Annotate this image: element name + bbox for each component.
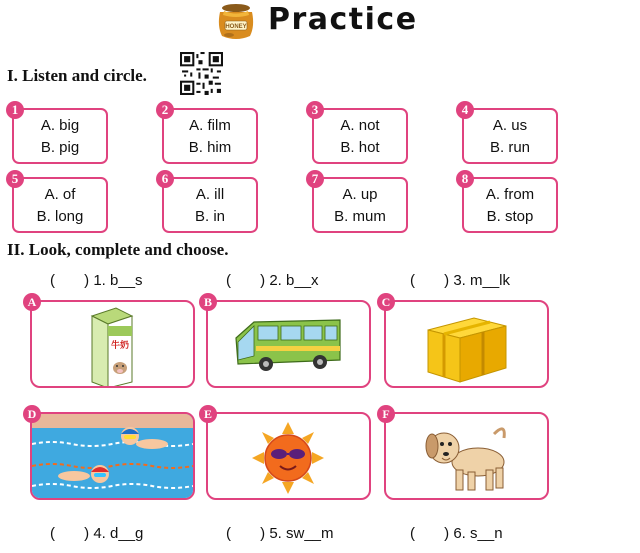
option-number: 8 xyxy=(456,170,474,188)
question-3[interactable]: ( ) 3. m__lk xyxy=(410,272,511,289)
bus-icon xyxy=(208,302,369,386)
option-a[interactable]: A. up xyxy=(342,186,378,203)
section-2-title: II. Look, complete and choose. xyxy=(7,240,229,259)
option-number: 5 xyxy=(6,170,24,188)
option-a[interactable]: A. ill xyxy=(195,186,225,203)
picture-option-d[interactable] xyxy=(27,407,195,500)
picture-option-b[interactable] xyxy=(203,295,371,388)
option-b[interactable]: B. stop xyxy=(486,208,534,225)
picture-letter: B xyxy=(199,293,217,311)
picture-letter: D xyxy=(23,405,41,423)
option-b[interactable]: B. pig xyxy=(40,139,80,156)
option-b[interactable]: B. mum xyxy=(334,208,386,225)
qr-code-icon[interactable] xyxy=(180,52,223,95)
carton-text: 牛奶 xyxy=(110,341,130,351)
puppy-dog-icon xyxy=(386,414,547,498)
option-b[interactable]: B. long xyxy=(36,208,84,225)
option-number: 4 xyxy=(456,101,474,119)
picture-letter: F xyxy=(377,405,395,423)
option-number: 3 xyxy=(306,101,324,119)
sun-with-sunglasses-icon xyxy=(208,414,369,498)
gift-box-icon xyxy=(386,302,547,386)
milk-carton-icon xyxy=(32,302,193,386)
option-a[interactable]: A. from xyxy=(485,186,535,203)
listen-option-3[interactable] xyxy=(311,102,408,164)
picture-letter: A xyxy=(23,293,41,311)
section-1-title: I. Listen and circle. xyxy=(7,66,147,85)
page-header xyxy=(0,0,640,44)
question-6[interactable]: ( ) 6. s__n xyxy=(410,525,503,542)
listen-option-5[interactable] xyxy=(11,171,108,233)
picture-option-a[interactable] xyxy=(27,295,195,388)
listen-option-4[interactable] xyxy=(461,102,558,164)
question-4[interactable]: ( ) 4. d__g xyxy=(50,525,144,542)
option-a[interactable]: A. big xyxy=(40,117,80,134)
option-a[interactable]: A. of xyxy=(44,186,76,203)
option-a[interactable]: A. not xyxy=(340,117,380,134)
option-number: 7 xyxy=(306,170,324,188)
picture-option-c[interactable] xyxy=(381,295,549,388)
honey-pot-icon xyxy=(211,2,261,42)
listen-option-7[interactable] xyxy=(311,171,408,233)
picture-option-f[interactable] xyxy=(382,407,549,500)
option-number: 6 xyxy=(156,170,174,188)
listen-option-2[interactable] xyxy=(161,102,258,164)
question-5[interactable]: ( ) 5. sw__m xyxy=(226,525,334,542)
listen-option-1[interactable] xyxy=(11,102,108,164)
question-2[interactable]: ( ) 2. b__x xyxy=(226,272,319,289)
option-a[interactable]: A. film xyxy=(189,117,231,134)
option-a[interactable]: A. us xyxy=(492,117,528,134)
picture-letter: C xyxy=(377,293,395,311)
listen-option-8[interactable] xyxy=(461,171,558,233)
honey-label: HONEY xyxy=(225,24,247,30)
question-1[interactable]: ( ) 1. b__s xyxy=(50,272,143,289)
picture-option-e[interactable] xyxy=(203,407,371,500)
option-b[interactable]: B. him xyxy=(188,139,232,156)
option-b[interactable]: B. in xyxy=(194,208,225,225)
listen-option-6[interactable] xyxy=(161,171,258,233)
option-b[interactable]: B. hot xyxy=(340,139,380,156)
option-b[interactable]: B. run xyxy=(489,139,531,156)
option-number: 2 xyxy=(156,101,174,119)
page-title: Practice xyxy=(268,2,418,37)
swimming-kids-icon xyxy=(32,414,193,498)
option-number: 1 xyxy=(6,101,24,119)
picture-letter: E xyxy=(199,405,217,423)
